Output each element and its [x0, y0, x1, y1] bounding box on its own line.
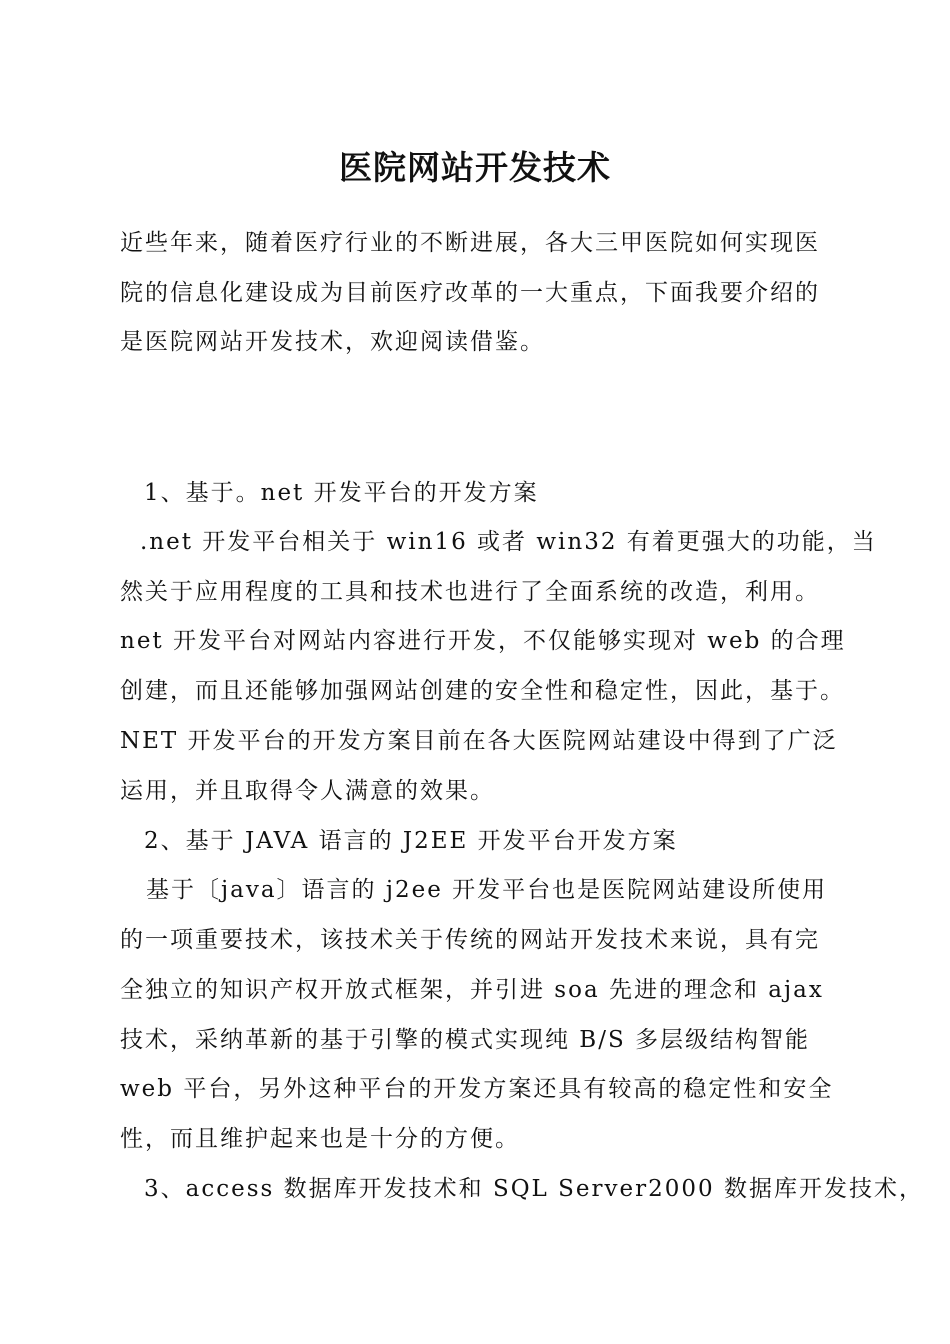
section1-line-4: 创建，而且还能够加强网站创建的安全性和稳定性，因此，基于。 — [120, 678, 845, 704]
section2-line-3: 全独立的知识产权开放式框架，并引进 soa 先进的理念和 ajax — [120, 977, 824, 1003]
intro-line-1: 近些年来，随着医疗行业的不断进展，各大三甲医院如何实现医 — [120, 230, 820, 256]
section1-heading: 1、基于。net 开发平台的开发方案 — [144, 480, 539, 506]
section1-line-2: 然关于应用程度的工具和技术也进行了全面系统的改造，利用。 — [120, 579, 820, 605]
section2-line-6: 性，而且维护起来也是十分的方便。 — [120, 1126, 520, 1152]
section1-line-5: NET 开发平台的开发方案目前在各大医院网站建设中得到了广泛 — [120, 728, 838, 754]
document-title: 医院网站开发技术 — [339, 148, 611, 187]
section1-line-6: 运用，并且取得令人满意的效果。 — [120, 778, 495, 804]
section2-line-5: web 平台，另外这种平台的开发方案还具有较高的稳定性和安全 — [120, 1076, 834, 1102]
section2-line-2: 的一项重要技术，该技术关于传统的网站开发技术来说，具有完 — [120, 927, 820, 953]
section3-heading: 3、access 数据库开发技术和 SQL Server2000 数据库开发技术， — [144, 1176, 924, 1202]
section2-line-1: 基于〔java〕语言的 j2ee 开发平台也是医院网站建设所使用 — [146, 877, 828, 903]
section1-line-1: .net 开发平台相关于 win16 或者 win32 有着更强大的功能，当 — [140, 529, 877, 555]
intro-line-3: 是医院网站开发技术，欢迎阅读借鉴。 — [120, 329, 545, 355]
intro-line-2: 院的信息化建设成为目前医疗改革的一大重点，下面我要介绍的 — [120, 280, 820, 306]
section2-line-4: 技术，采纳革新的基于引擎的模式实现纯 B/S 多层级结构智能 — [120, 1027, 811, 1053]
section2-heading: 2、基于 JAVA 语言的 J2EE 开发平台开发方案 — [144, 828, 678, 854]
section1-line-3: net 开发平台对网站内容进行开发，不仅能够实现对 web 的合理 — [120, 628, 846, 654]
